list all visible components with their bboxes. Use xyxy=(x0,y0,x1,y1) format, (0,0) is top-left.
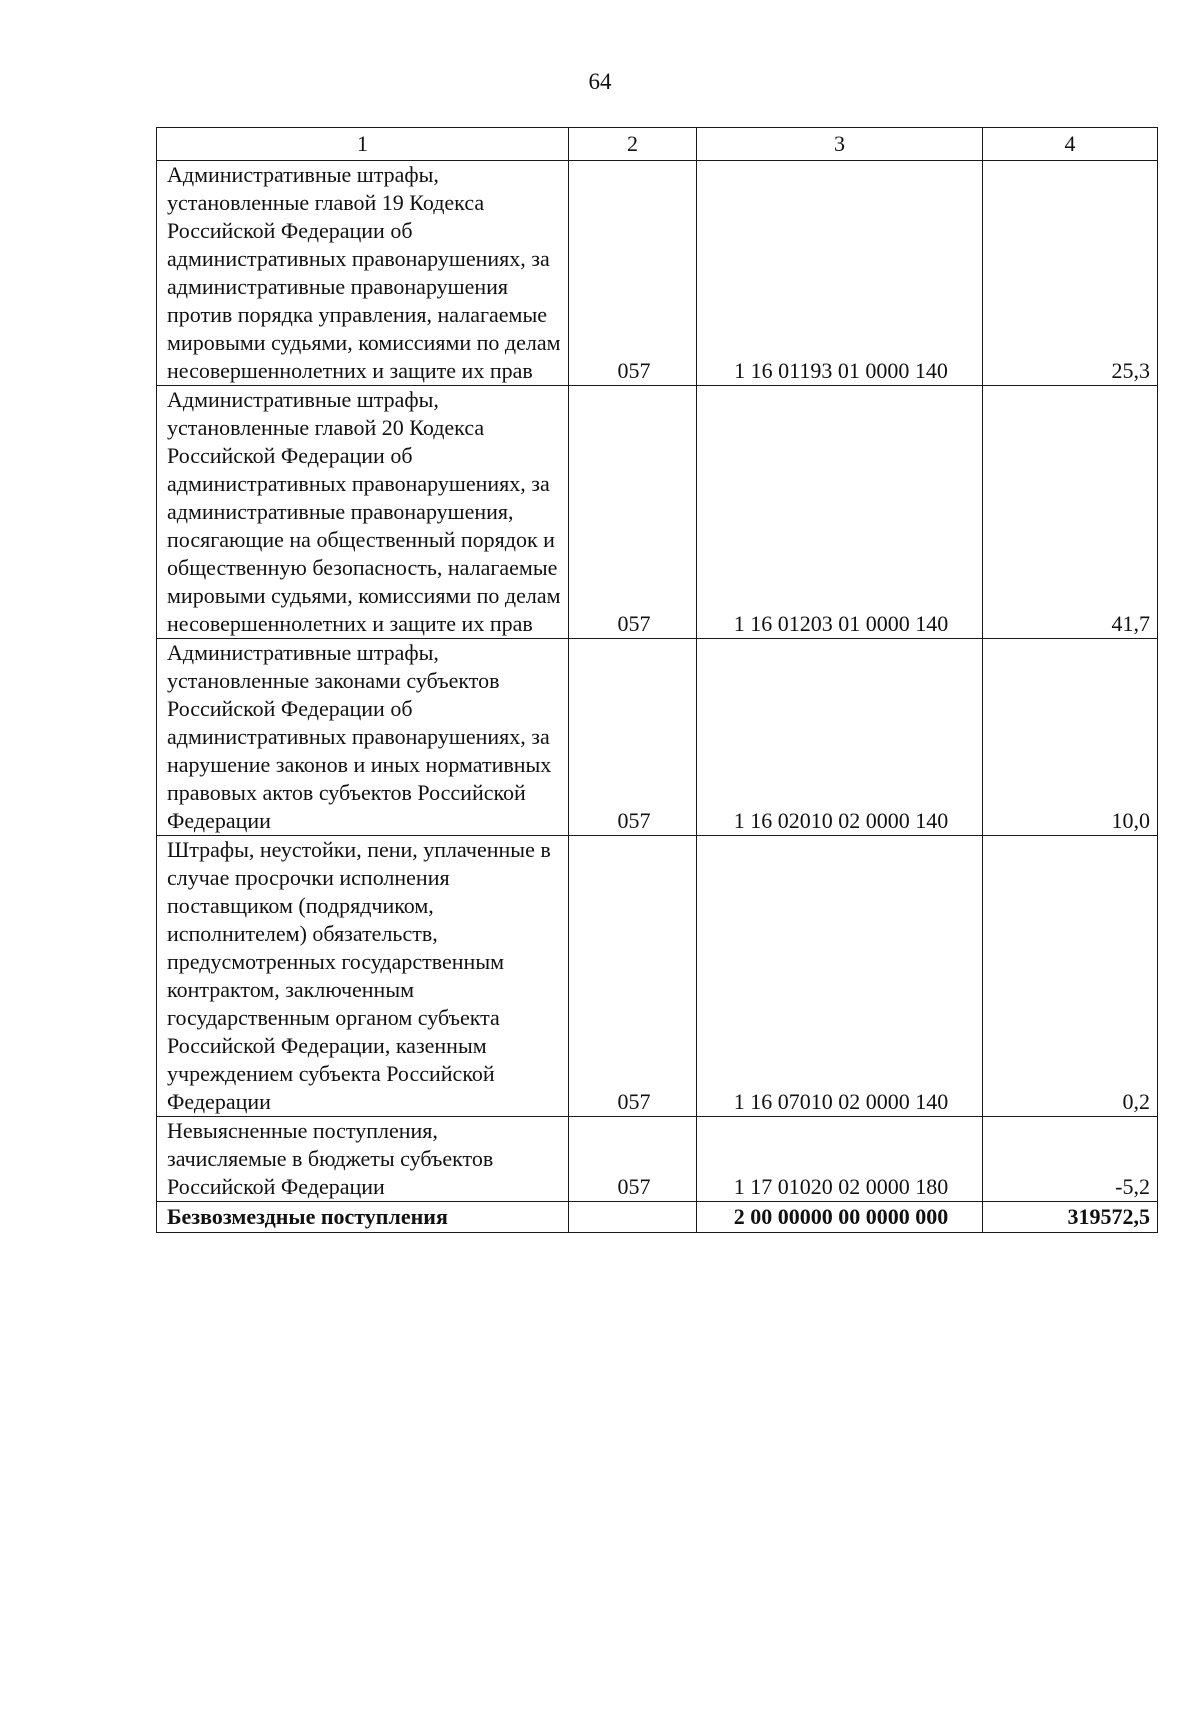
table-row xyxy=(157,386,1158,639)
total-amount: 319572,5 xyxy=(983,1202,1158,1233)
row-admin-code: 057 xyxy=(569,836,697,1117)
header-col-4: 4 xyxy=(983,128,1158,161)
page-number: 64 xyxy=(588,69,612,94)
row-budget-code: 1 16 07010 02 0000 140 xyxy=(697,836,983,1117)
row-amount: 25,3 xyxy=(983,161,1158,386)
header-col-2: 2 xyxy=(569,128,697,161)
row-description: Штрафы, неустойки, пени, уплаченные в случае просрочки исполнения поставщиком (подрядчиком, исполнителем) обязательств, предусмотренных государственным контрактом, заключенным государственным органом субъекта Российской Федерации, казенным учреждением субъекта Российской Федерации xyxy=(157,836,569,1117)
header-row xyxy=(157,128,1158,161)
total-budget-code: 2 00 00000 00 0000 000 xyxy=(697,1202,983,1233)
row-amount: -5,2 xyxy=(983,1117,1158,1202)
row-admin-code: 057 xyxy=(569,639,697,836)
row-description: Административные штрафы, установленные главой 20 Кодекса Российской Федерации об административных правонарушениях, за административные правонарушения, посягающие на общественный порядок и общественную безопасность, налагаемые мировыми судьями, комиссиями по делам несовершеннолетних и защите их прав xyxy=(157,386,569,639)
header-col-3: 3 xyxy=(697,128,983,161)
table-row xyxy=(157,161,1158,386)
row-amount: 10,0 xyxy=(983,639,1158,836)
row-admin-code: 057 xyxy=(569,161,697,386)
total-admin-code xyxy=(569,1202,697,1233)
row-budget-code: 1 16 02010 02 0000 140 xyxy=(697,639,983,836)
row-amount: 0,2 xyxy=(983,836,1158,1117)
row-admin-code: 057 xyxy=(569,386,697,639)
row-budget-code: 1 16 01203 01 0000 140 xyxy=(697,386,983,639)
row-admin-code: 057 xyxy=(569,1117,697,1202)
row-budget-code: 1 16 01193 01 0000 140 xyxy=(697,161,983,386)
row-description: Невыясненные поступления, зачисляемые в бюджеты субъектов Российской Федерации xyxy=(157,1117,569,1202)
table-body xyxy=(157,161,1158,1233)
row-budget-code: 1 17 01020 02 0000 180 xyxy=(697,1117,983,1202)
table-row xyxy=(157,1117,1158,1202)
table-header xyxy=(157,128,1158,161)
row-amount: 41,7 xyxy=(983,386,1158,639)
row-description: Административные штрафы, установленные законами субъектов Российской Федерации об административных правонарушениях, за нарушение законов и иных нормативных правовых актов субъектов Российской Федерации xyxy=(157,639,569,836)
header-col-1: 1 xyxy=(157,128,569,161)
total-description: Безвозмездные поступления xyxy=(157,1202,569,1233)
table-row xyxy=(157,639,1158,836)
table-row xyxy=(157,836,1158,1117)
total-row xyxy=(157,1202,1158,1233)
row-description: Административные штрафы, установленные главой 19 Кодекса Российской Федерации об административных правонарушениях, за административные правонарушения против порядка управления, налагаемые мировыми судьями, комиссиями по делам несовершеннолетних и защите их прав xyxy=(157,161,569,386)
revenue-table xyxy=(156,127,1158,1233)
